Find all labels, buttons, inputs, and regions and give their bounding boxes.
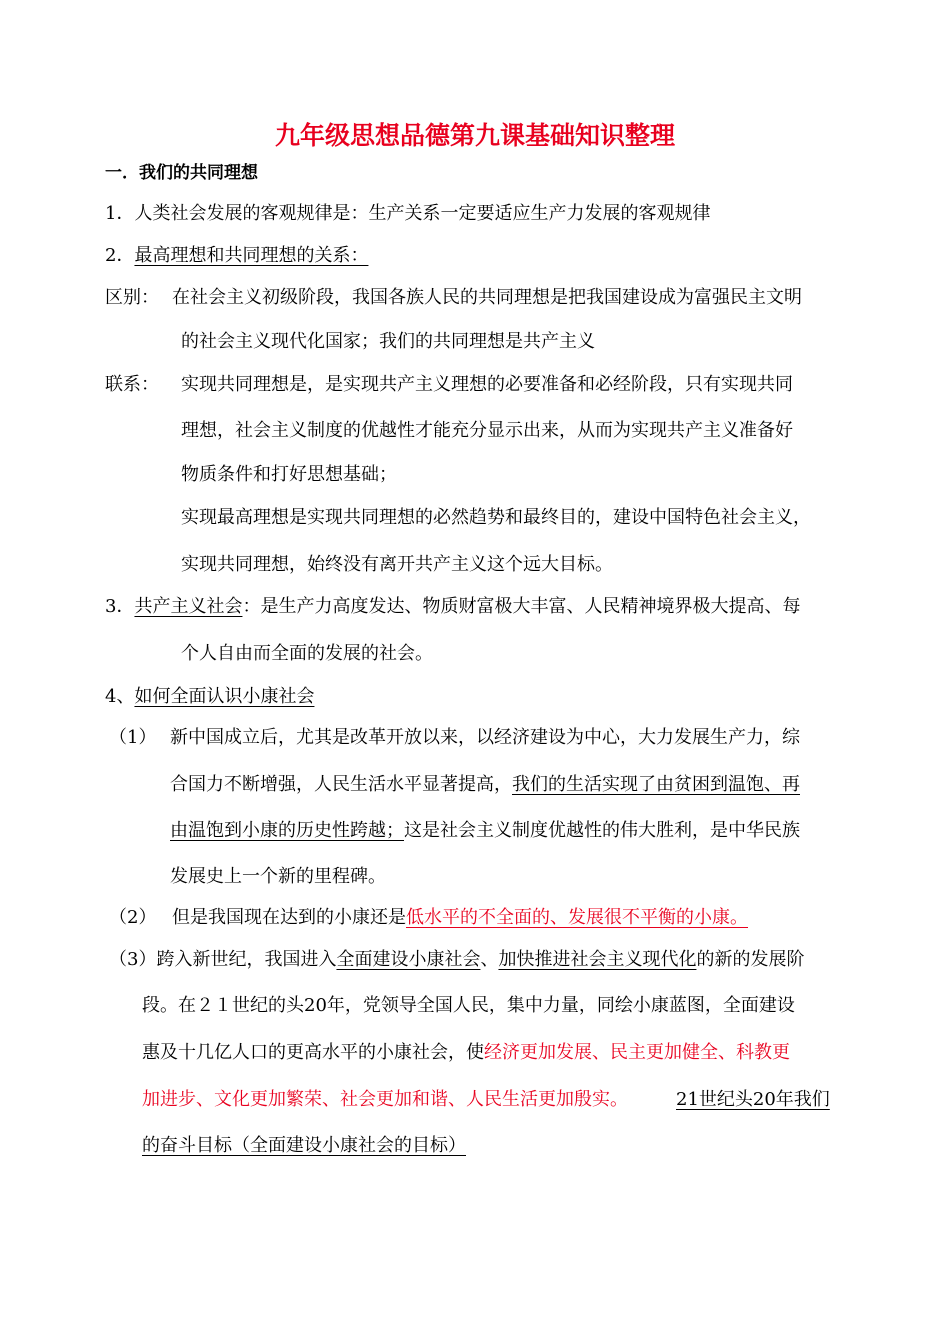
item-2-number: （2） [109,907,157,928]
item-3-line-5-underlined: 的奋斗目标（全面建设小康社会的目标） [142,1135,466,1156]
paragraph-1: 1．人类社会发展的客观规律是：生产关系一定要适应生产力发展的客观规律 [105,203,711,224]
relation-line-2: 理想，社会主义制度的优越性才能充分显示出来，从而为实现共产主义准备好 [181,420,793,441]
item-1-line-3 [170,818,800,844]
item-3-line-1-separator: 、 [480,949,499,970]
paragraph-2-number: 2． [105,245,135,266]
item-3-line-1-underlined-1: 全面建设小康社会 [336,949,481,970]
item-1-line-1: 新中国成立后，尤其是改革开放以来，以经济建设为中心，大力发展生产力，综 [170,727,800,748]
paragraph-2 [105,243,368,269]
item-3-line-3 [142,1040,790,1066]
relation-line-3: 物质条件和打好思想基础； [181,464,397,485]
document-title: 九年级思想品德第九课基础知识整理 [274,121,675,150]
paragraph-3-text: ：是生产力高度发达、物质财富极大丰富、人民精神境界极大提高、每 [242,596,801,617]
item-3-line-4: 加进步、文化更加繁荣、社会更加和谐、人民生活更加殷实。 [142,1089,628,1110]
item-3-line-3-text: 惠及十几亿人口的更高水平的小康社会，使 [142,1042,484,1063]
item-3-line-1-underlined-2: 加快推进社会主义现代化 [498,949,697,970]
item-1-line-2-text: 合国力不断增强，人民生活水平显著提高， [170,774,512,795]
paragraph-3 [105,594,800,620]
item-3-line-3-red: 经济更加发展、民主更加健全、科教更 [484,1042,790,1063]
relation-label: 联系： [105,374,159,395]
relation-line-1: 实现共同理想是，是实现共产主义理想的必要准备和必经阶段，只有实现共同 [181,374,793,395]
item-3-number: （3） [109,949,157,970]
item-2-text-red: 低水平的不全面的、发展很不平衡的小康。 [406,907,748,928]
item-1-line-2 [170,772,800,798]
item-3-line-1 [109,947,804,973]
relation-line-4: 实现最高理想是实现共同理想的必然趋势和最终目的，建设中国特色社会主义， [181,507,811,528]
relation-line-5: 实现共同理想，始终没有离开共产主义这个远大目标。 [181,554,613,575]
difference-line-1: 在社会主义初级阶段，我国各族人民的共同理想是把我国建设成为富强民主文明 [172,287,802,308]
item-1-line-4: 发展史上一个新的里程碑。 [170,866,386,887]
item-2-text [172,905,748,931]
difference-label: 区别： [105,287,159,308]
paragraph-4-heading: 如何全面认识小康社会 [134,686,315,707]
item-1-line-2-underlined: 我们的生活实现了由贫困到温饱、再 [512,774,800,795]
difference-line-2: 的社会主义现代化国家；我们的共同理想是共产主义 [181,331,595,352]
item-3-line-4-underlined: 21世纪头20年我们 [676,1089,830,1110]
paragraph-3-line-2: 个人自由而全面的发展的社会。 [181,643,433,664]
item-1-number: （1） [109,727,157,748]
item-3-line-2: 段。在２１世纪的头20年，党领导全国人民，集中力量，同绘小康蓝图，全面建设 [142,995,795,1016]
item-2-text-plain: 但是我国现在达到的小康还是 [172,907,406,928]
paragraph-3-term: 共产主义社会 [134,596,243,617]
item-1-line-3-underlined: 由温饱到小康的历史性跨越； [170,820,404,841]
paragraph-4 [105,684,314,710]
paragraph-4-number: 4、 [105,686,135,707]
paragraph-3-number: 3． [105,596,135,617]
item-3-line-1-text-a: 跨入新世纪，我国进入 [156,949,337,970]
paragraph-2-heading: 最高理想和共同理想的关系： [134,245,369,266]
item-1-line-3-text: 这是社会主义制度优越性的伟大胜利，是中华民族 [404,820,800,841]
section-heading: 一．我们的共同理想 [105,163,258,183]
item-3-line-1-text-b: 的新的发展阶 [696,949,805,970]
